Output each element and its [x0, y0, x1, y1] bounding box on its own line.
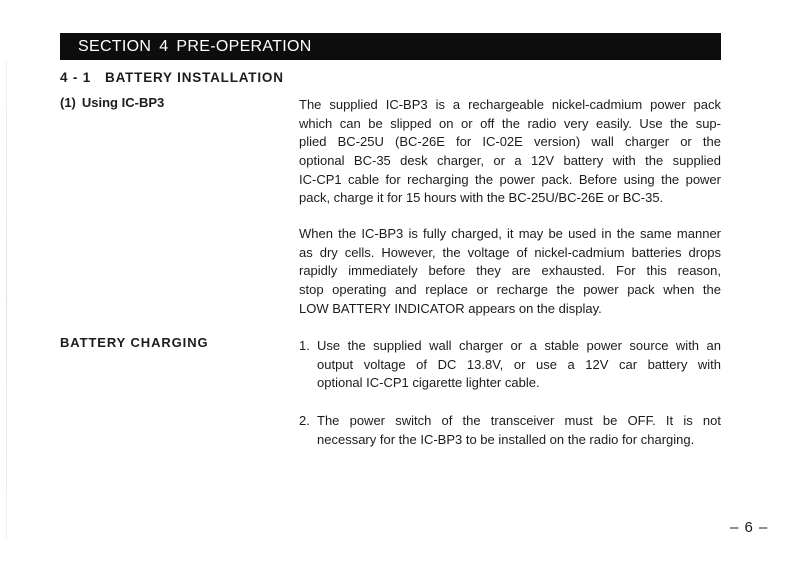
paragraph-line: The supplied IC-BP3 is a rechargeable nickel-cadmium power pack: [299, 97, 721, 112]
using-number: (1): [60, 95, 76, 110]
paragraph-usage: [299, 225, 721, 318]
section-label: SECTION: [78, 38, 152, 55]
paragraph-intro: [299, 96, 721, 208]
paragraph-line: as dry cells. However, the voltage of nickel-cadmium batteries drops: [299, 244, 721, 260]
list-item-line: Use the supplied wall charger or a stable power source with an: [317, 338, 721, 353]
scan-edge-mark: [6, 60, 7, 540]
subsection-number: 4 - 1: [60, 70, 92, 85]
list-marker: 1.: [299, 338, 310, 353]
charging-step-1: [299, 337, 721, 393]
paragraph-line: stop operating and replace or recharge the power pack when the: [299, 282, 721, 298]
paragraph-line: IC-CP1 cable for recharging the power pack. Before using the power: [299, 171, 721, 187]
list-item-line: necessary for the IC-BP3 to be installed on the radio for charging.: [317, 431, 695, 447]
paragraph-line: optional BC-35 desk charger, or a 12V battery with the supplied: [299, 153, 721, 169]
subsection-title: BATTERY INSTALLATION: [105, 70, 284, 85]
paragraph-line: pack, charge it for 15 hours with the BC-25U/BC-26E or BC-35.: [299, 190, 664, 206]
list-item-line: The power switch of the transceiver must be OFF. It is not: [317, 413, 721, 428]
subsection-heading: [60, 70, 284, 85]
paragraph-line: When the IC-BP3 is fully charged, it may be used in the same manner: [299, 226, 721, 241]
paragraph-line: plied BC-25U (BC-26E for IC-02E version) wall charger or the: [299, 134, 721, 150]
using-title: Using IC-BP3: [81, 95, 165, 110]
battery-charging-heading: BATTERY CHARGING: [60, 335, 209, 350]
list-item-line: output voltage of DC 13.8V, or use a 12V car battery with: [317, 356, 721, 372]
list-item-line: optional IC-CP1 cigarette lighter cable.: [317, 375, 540, 391]
section-title: PRE-OPERATION: [176, 38, 312, 55]
section-header-bar: [60, 33, 721, 60]
paragraph-line: which can be slipped on or off the radio very easily. Use the sup-: [299, 115, 721, 131]
paragraph-line: LOW BATTERY INDICATOR appears on the display.: [299, 300, 602, 316]
using-heading: [60, 95, 164, 110]
charging-step-2: [299, 412, 721, 449]
paragraph-line: rapidly immediately before they are exhausted. For this reason,: [299, 263, 721, 279]
page-number: – 6 –: [730, 519, 769, 536]
list-marker: 2.: [299, 413, 310, 428]
section-number: 4: [159, 38, 169, 55]
